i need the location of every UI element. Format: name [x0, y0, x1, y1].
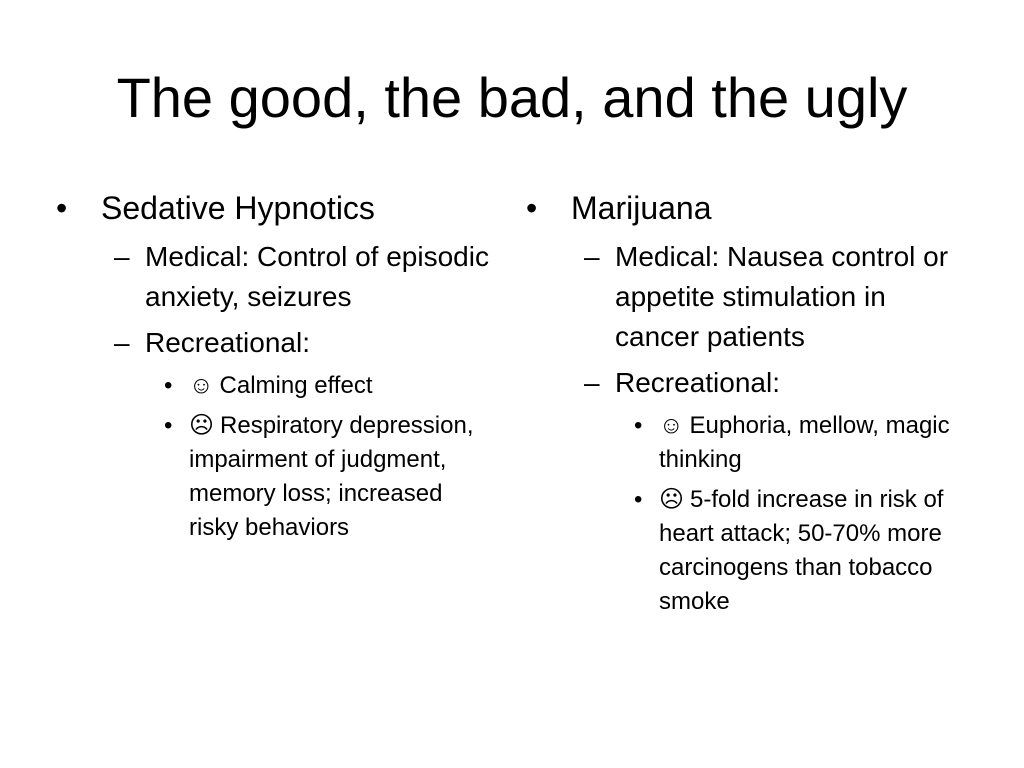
- bullet-icon: •: [56, 190, 68, 226]
- right-heading: Marijuana: [571, 190, 712, 226]
- left-heading: Sedative Hypnotics: [101, 190, 375, 226]
- left-good-text: Calming effect: [219, 372, 373, 399]
- dash-bullet-icon: –: [584, 241, 600, 272]
- right-good-text: Euphoria, mellow, magic thinking: [659, 412, 950, 473]
- bullet-icon: •: [164, 372, 173, 399]
- left-bad-item: [56, 409, 496, 545]
- slide-title: The good, the bad, and the ugly: [116, 66, 908, 129]
- left-medical-text: Medical: Control of episodic anxiety, seizures: [145, 241, 489, 312]
- left-recreational-item: [56, 323, 496, 363]
- bullet-icon: •: [526, 190, 538, 226]
- left-heading-item: [56, 186, 496, 231]
- right-heading-item: [526, 186, 956, 231]
- bullet-icon: •: [634, 412, 643, 439]
- right-good-item: [526, 409, 956, 477]
- frowny-face-icon: ☹: [189, 412, 215, 439]
- smiley-face-icon: ☺: [659, 412, 684, 439]
- smiley-face-icon: ☺: [189, 372, 214, 399]
- left-column: [56, 186, 496, 545]
- bullet-icon: •: [164, 412, 173, 439]
- dash-bullet-icon: –: [584, 367, 600, 398]
- left-good-item: [56, 369, 496, 403]
- left-bad-text: Respiratory depression, impairment of judgment, memory loss; increased risky behaviors: [189, 412, 474, 541]
- right-medical-item: [526, 237, 956, 357]
- right-recreational-text: Recreational:: [615, 367, 780, 398]
- bullet-icon: •: [634, 486, 643, 513]
- right-bad-item: [526, 483, 956, 619]
- right-medical-text: Medical: Nausea control or appetite stimulation in cancer patients: [615, 241, 949, 352]
- left-recreational-text: Recreational:: [145, 327, 310, 358]
- right-bad-text: 5-fold increase in risk of heart attack; 50-70% more carcinogens than tobacco smoke: [659, 486, 944, 615]
- right-recreational-item: [526, 363, 956, 403]
- dash-bullet-icon: –: [114, 241, 130, 272]
- frowny-face-icon: ☹: [659, 486, 685, 513]
- left-medical-item: [56, 237, 496, 317]
- dash-bullet-icon: –: [114, 327, 130, 358]
- right-column: [526, 186, 956, 619]
